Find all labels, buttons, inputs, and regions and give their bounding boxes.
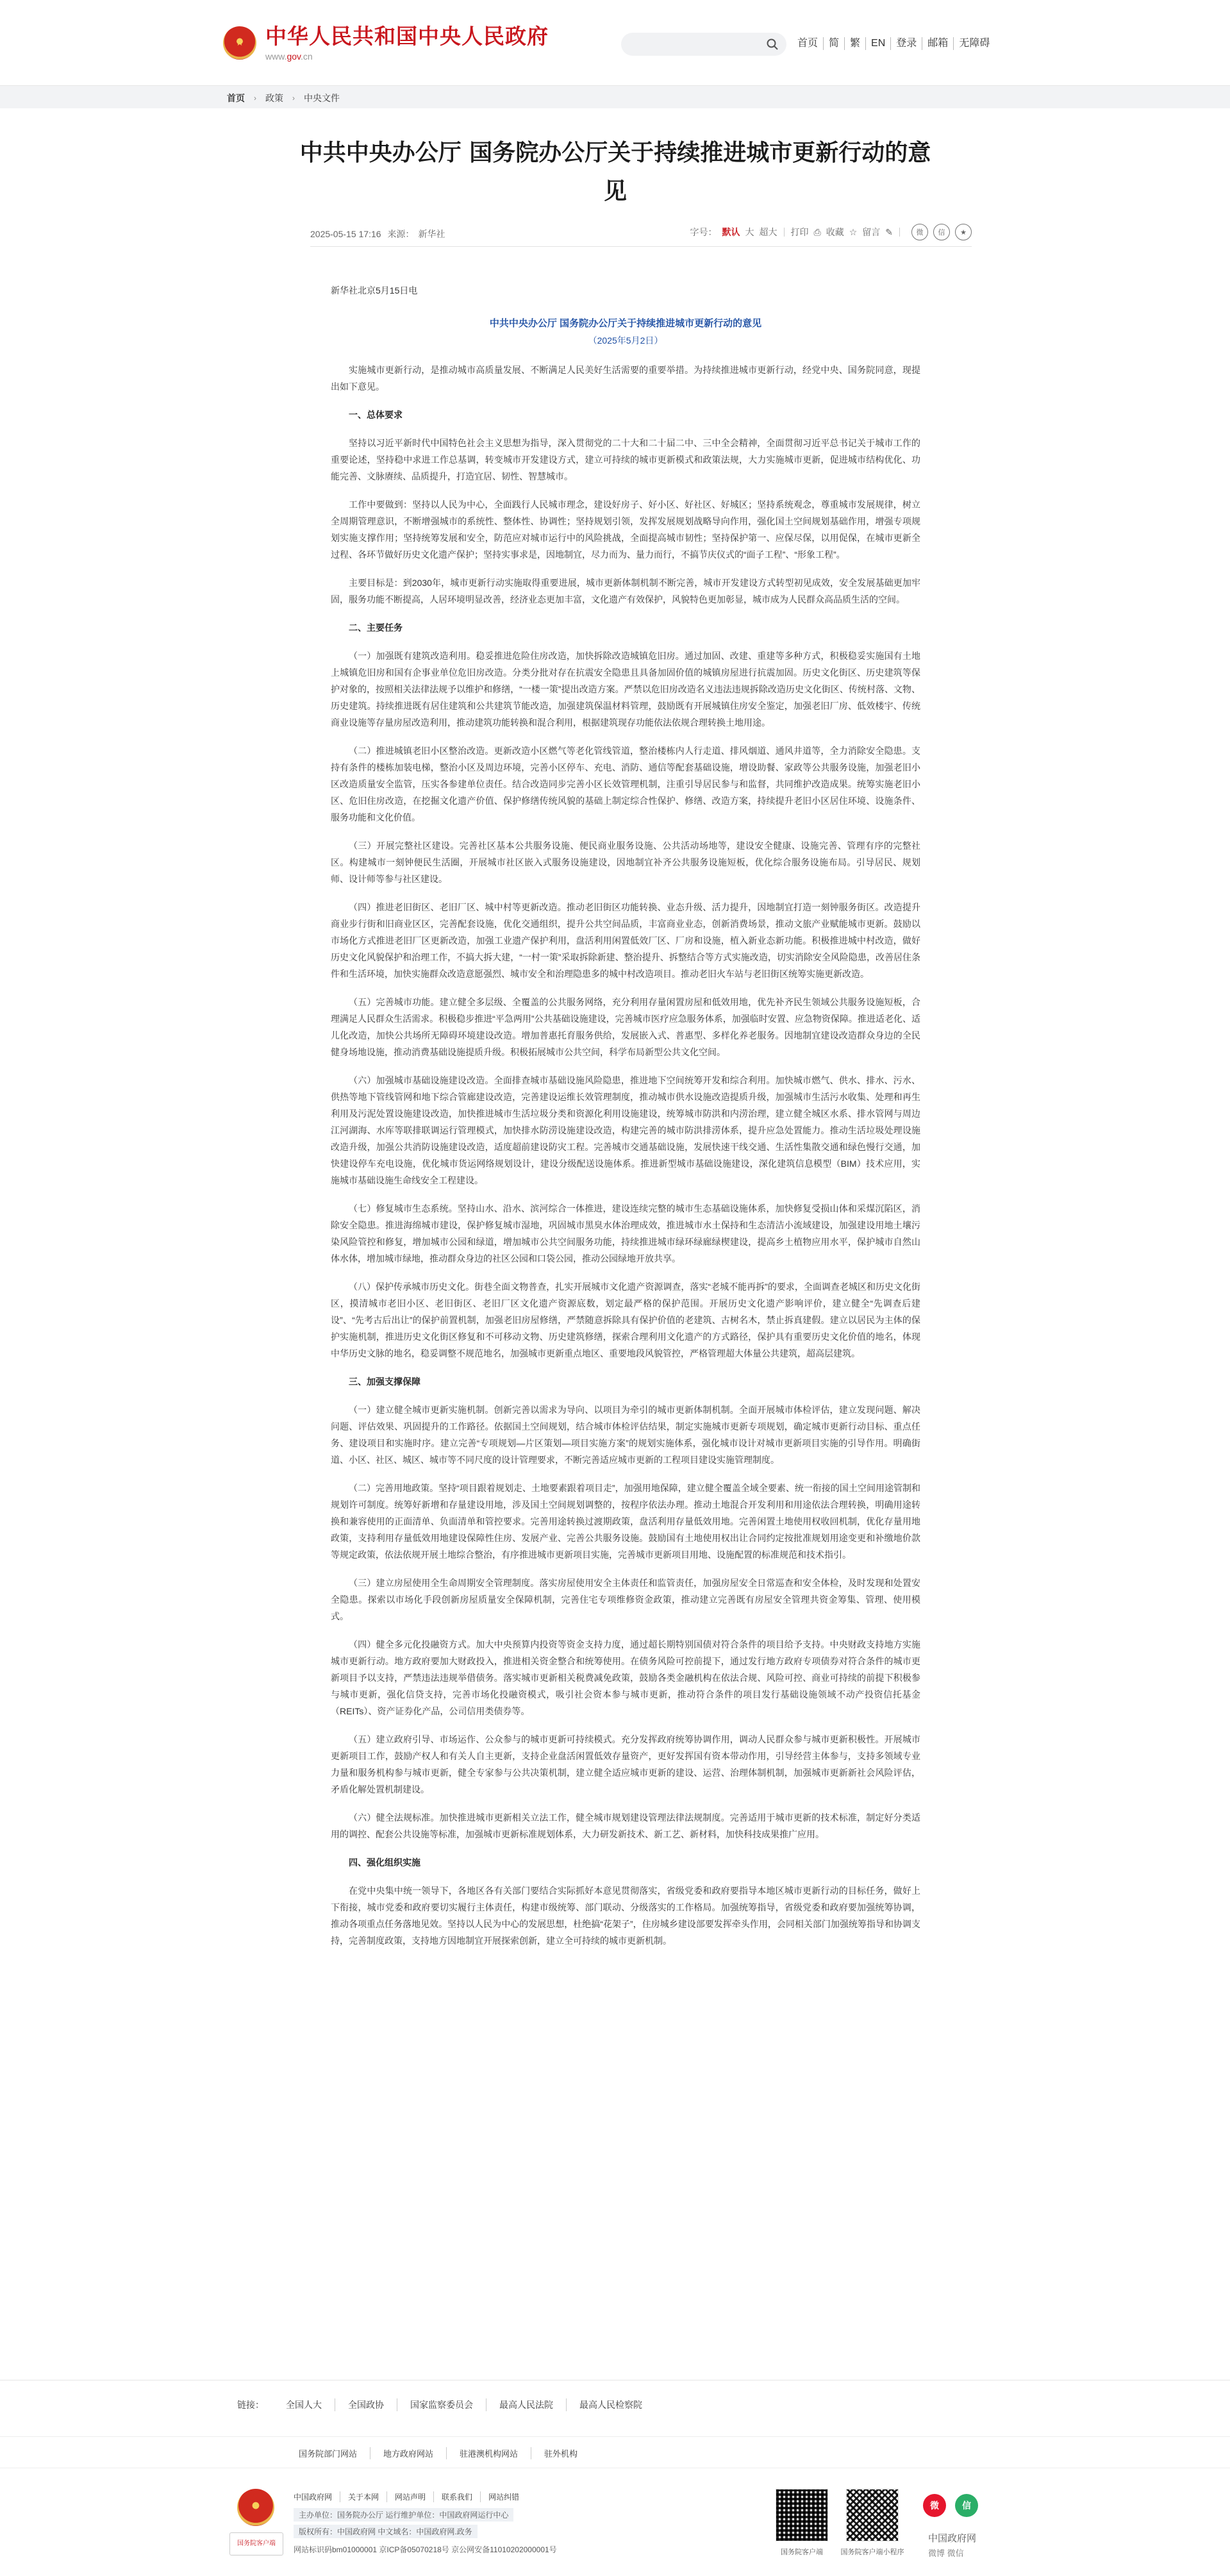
nav-mail[interactable]: 邮箱 xyxy=(922,37,953,50)
footer-badge[interactable]: 国务院客户端 xyxy=(229,2532,283,2555)
links-label: 链接： xyxy=(237,2400,264,2410)
search-input[interactable] xyxy=(621,33,786,56)
print-button[interactable]: 打印 xyxy=(790,227,809,237)
section-heading: 四、强化组织实施 xyxy=(349,1857,420,1868)
paragraph: （五）建立政府引导、市场运作、公众参与的城市更新可持续模式。充分发挥政府统筹协调作用，调动人民群众参与城市更新积极性。开展城市更新项目工作，鼓励产权人和有关人自主更新，支持企业盘活闲置低效存量资产，更好发挥国有资本带动作用，引导经营主体参与，支持多领域专业力量和服务机构参与城市更新，健全专家参与公共决策机制，建立健全适应城市更新的建设、运营、治理体制机制，加强城市更新新社会风险评估，矛盾化解处置机制建设。 xyxy=(331,1734,920,1794)
paragraph: （四）健全多元化投融资方式。加大中央预算内投资等资金支持力度，通过超长期特别国债对符合条件的项目给予支持。中央财政支持地方实施城市更新行动。地方政府要加大财政投入，推进相关资金整合和统筹使用。在债务风险可控前提下，通过发行地方政府专项债券对符合条件的城市更新项目予以支持，严禁违法违规举借债务。落实城市更新相关税费减免政策，鼓励各类金融机构在依法合规、风险可控、商业可持续的前提下积极参与城市更新，强化信贷支持，完善市场化投融资模式，吸引社会资本参与城市更新，推动符合条件的项目发行基础设施领域不动产投资信托基金（REITs）、资产证券化产品，公司信用类债券等。 xyxy=(331,1639,920,1716)
national-emblem-icon xyxy=(237,2489,274,2526)
qr-caption: 国务院客户端小程序 xyxy=(840,2548,904,2556)
paragraph: （六）健全法规标准。加快推进城市更新相关立法工作，健全城市规划建设管理法律法规制度。完善适用于城市更新的技术标准，制定好分类适用的调控、配套公共设施等标准，加强城市更新标准规划体系，大力研发新技术、新工艺、新材料，加快科技成果推广应用。 xyxy=(331,1812,920,1839)
footer-social-labels: 微博 微信 xyxy=(928,2548,964,2558)
link-overseas[interactable]: 驻外机构 xyxy=(531,2447,590,2459)
paragraph: （二）推进城镇老旧小区整治改造。更新改造小区燃气等老化管线管道，整治楼栋内人行走道、排风烟道、通风井道等，全力消除安全隐患。支持有条件的楼栋加装电梯，整治小区及周边环境，完善小区停车、充电、消防、通信等配套基础设施，增设助餐、家政等公共服务设施，加强老旧小区改造质量安全监管，压实各参建单位责任。结合改造同步完善小区长效管理机制，注重引导居民参与和监督，共同维护改造成果。统筹实施老旧小区、危旧住房改造，在挖掘文化遗产价值、保护修缮传统风貌的基础上制定综合性保护、修缮、改造方案，持续提升老旧小区居住环境、设施条件、服务功能和文化价值。 xyxy=(331,746,920,823)
footer-nav-gov[interactable]: 中国政府网 xyxy=(294,2493,333,2502)
footer-sub-links xyxy=(0,2436,1230,2468)
site-title: 中华人民共和国中央人民政府 xyxy=(265,24,549,49)
intro-paragraph: 实施城市更新行动，是推动城市高质量发展、不断满足人民美好生活需要的重要举措。为持续推进城市更新行动，经党中央、国务院同意，现提出如下意见。 xyxy=(331,365,920,392)
document-heading: 中共中央办公厅 国务院办公厅关于持续推进城市更新行动的意见 xyxy=(489,318,762,329)
share-qzone-icon[interactable]: ★ xyxy=(955,224,972,240)
font-size-default[interactable]: 默认 xyxy=(722,227,740,237)
share-weibo-icon[interactable]: 微 xyxy=(911,224,928,240)
qr-code-icon xyxy=(846,2489,899,2541)
article-meta xyxy=(310,221,972,247)
top-nav xyxy=(792,37,995,50)
qr-code-icon xyxy=(776,2489,828,2541)
share-wechat-icon[interactable]: 信 xyxy=(933,224,950,240)
site-logo[interactable] xyxy=(223,24,549,62)
paragraph: （八）保护传承城市历史文化。街巷全面文物普查，扎实开展城市文化遗产资源调查，落实“老城不能再拆”的要求，全面调查老城区和历史文化街区，摸清城市老旧小区、老旧街区、老旧厂区文化遗产资源底数，划定最严格的保护范围。开展历史文化遗产影响评价，建立健全“先调查后建设”、“先考古后出让”的保护前置机制，加强老旧房屋修缮，严禁随意拆除具有保护价值的老建筑、古树名木，禁止拆真建假。建立以居民为主体的保护实施机制，推进历史文化街区修复和不可移动文物、历史建筑修缮，探索合理利用文化遗产的方式路径，保护具有重要历史文化价值的地名，体现中华历史文脉的地名，稳妥调整不规范地名，加强城市更新重点地区、重要地段风貌管控，严格管理超大体量公共建筑，超高层建筑。 xyxy=(331,1282,920,1359)
nav-accessibility[interactable]: 无障碍 xyxy=(953,37,995,50)
footer-icp: 网站标识码bm01000001 京ICP备05070218号 京公网安备11010202000001号 xyxy=(294,2545,557,2554)
paragraph: 在党中央集中统一领导下，各地区各有关部门要结合实际抓好本意见贯彻落实，省级党委和政府要指导本地区城市更新行动的目标任务，做好上下衔接，城市党委和政府要切实履行主体责任，构建市级统筹、部门联动、分级落实的工作格局。加强统筹指导，省级党委和政府要加强统筹协调，推动各项重点任务落地见效。坚持以人民为中心的发展思想，杜绝搞“花架子”，住房城乡建设部要发挥牵头作用，会同相关部门加强统筹指导和协调支持，完善制度政策，支持地方因地制宜开展探索创新，建立全可持续的城市更新机制。 xyxy=(331,1886,920,1946)
link-departments[interactable]: 国务院部门网站 xyxy=(299,2449,358,2459)
footer-links xyxy=(0,2380,1230,2425)
source-label: 来源： xyxy=(387,229,415,239)
qr-caption: 国务院客户端 xyxy=(781,2548,823,2556)
link-npc[interactable]: 全国人大 xyxy=(286,2400,322,2410)
article-body xyxy=(331,282,920,1961)
footer-nav-about[interactable]: 关于本网 xyxy=(340,2491,386,2502)
paragraph: （三）开展完整社区建设。完善社区基本公共服务设施、便民商业服务设施、公共活动场地等，建设安全健康、设施完善、管理有序的完整社区。构建城市一刻钟便民生活圈，开展城市社区嵌入式服务设施建设，因地制宜补齐公共服务设施短板，优化综合服务设施布局。引导居民、规划师、设计师等参与社区建设。 xyxy=(331,841,920,884)
paragraph: （七）修复城市生态系统。坚持山水、沿水、滨河综合一体推进，建设连续完整的城市生态基础设施体系，加快修复受损山体和采煤沉陷区，消除安全隐患。推进海绵城市建设，保护修复城市湿地，巩固城市黑臭水体治理成效，推进城市水土保持和生态清洁小流域建设，加强建设用地土壤污染风险管控和修复，增加城市公园和绿道，增加城市公共空间服务功能，持续推进城市绿环绿廊绿楔建设，提高乡土植物应用水平，保护城市自然山体水体，增加城市绿地，推动群众身边的社区公园和口袋公园，推动公园绿地开放共享。 xyxy=(331,1203,920,1264)
link-supreme-court[interactable]: 最高人民法院 xyxy=(486,2398,566,2411)
paragraph: （三）建立房屋使用全生命周期安全管理制度。落实房屋使用安全主体责任和监管责任，加强房屋安全日常巡查和安全体检，及时发现和处置安全隐患。探索以市场化手段创新房屋质量安全保障机制，完善住宅专项维修资金政策，推动建立完善既有房屋安全管理共资金筹集、管理、使用模式。 xyxy=(331,1578,920,1621)
chevron-right-icon: › xyxy=(254,94,256,103)
site-url: www.gov.cn xyxy=(265,51,313,62)
link-hk-macao[interactable]: 驻港澳机构网站 xyxy=(446,2447,531,2459)
divider xyxy=(899,228,900,237)
link-cppcc[interactable]: 全国政协 xyxy=(335,2398,397,2411)
paragraph: （一）加强既有建筑改造利用。稳妥推进危险住房改造，加快拆除改造城镇危旧房。通过加固、改建、重建等多种方式，积极稳妥实施国有土地上城镇危旧房和国有企事业单位危旧房改造。分类分批对存在抗震安全隐患且具备加固价值的城镇房屋进行抗震加固。历史文化街区、历史建筑等保护对象的，按照相关法律法规予以维护和修缮，“一楼一策”提出改造方案。严禁以危旧房改造名义违法违规拆除改造历史文化街区、传统村落、文物、历史建筑。持续推进既有居住建筑和公共建筑节能改造，加强建筑保温材料管理，鼓励既有开展城镇住房安全鉴定，加强老旧厂房、低效楼宇、传统商业设施等存量房屋改造利用，推动建筑功能转换和混合利用，根据建筑现存功能依法依规合理转换土地用途。 xyxy=(331,651,920,728)
national-emblem-icon: ★ xyxy=(223,26,256,60)
paragraph: （六）加强城市基础设施建设改造。全面排查城市基础设施风险隐患，推进地下空间统筹开发和综合利用。加快城市燃气、供水、排水、污水、供热等地下管线管网和地下综合管廊建设改造，完善建设运维长效管理制度，推动城市供水设施改造提质升级，加强城市生活污水收集、处理和再生利用及污泥处置设施建设改造，加快推进城市生活垃圾分类和资源化利用设施建设，统筹城市防洪和内涝治理，建立健全城区水系、排水管网与周边江河湖海、水库等联排联调运行管理模式，加快排水防涝设施建设改造，构建完善的城市防洪排涝体系，提升应急处置能力。推动生活垃圾处理设施改造升级，加强公共消防设施建设改造，适度超前建设防灾工程。完善城市交通基础设施，发展快速干线交通、生活性集散交通和绿色慢行交通，加快建设停车充电设施，优化城市货运网络规划设计，建设分级配送设施体系。推进新型城市基础设施建设，深化建筑信息模型（BIM）技术应用，实施城市基础设施生命线安全工程建设。 xyxy=(331,1075,920,1185)
footer-nav-contact[interactable]: 联系我们 xyxy=(433,2491,480,2502)
favorite-button[interactable]: 收藏 xyxy=(826,227,844,237)
nav-home[interactable]: 首页 xyxy=(797,38,819,49)
article-title: 中共中央办公厅 国务院办公厅关于持续推进城市更新行动的意见 xyxy=(299,139,931,205)
comment-button[interactable]: 留言 xyxy=(862,227,881,237)
nav-simplified[interactable]: 简 xyxy=(823,37,844,50)
paragraph: （二）完善用地政策。坚持“项目跟着规划走、土地要素跟着项目走”，加强用地保障，建立健全覆盖全域全要素、统一衔接的国土空间用途管制和规划许可制度。统筹好新增和存量建设用地，涉及国土空间规划调整的，按程序依法办理。推动土地混合开发利用和用途依法合理转换，明确用途转换和兼容使用的正面清单、负面清单和管控要求。完善用途转换过渡期政策，盘活利用存量低效用地。完善闲置土地使用权收回机制，优化存量用地政策，支持利用存量低效用地建设保障性住房、发展产业、完善公共服务设施。鼓励国有土地使用权出让合同约定按批准规划用途变更和补缴地价款等规定政策，依法依规开展土地综合整治，有序推进城市更新项目实施，完善城市更新项目用地、设施配置的标准规范和技术指引。 xyxy=(331,1483,920,1560)
site-header xyxy=(0,0,1230,85)
breadcrumb-home[interactable]: 首页 xyxy=(227,93,245,103)
paragraph: （五）完善城市功能。建立健全多层级、全覆盖的公共服务网络，充分利用存量闲置房屋和低效用地，优先补齐民生领域公共服务设施短板，合理满足人民群众生活需求。积极稳步推进“平急两用”公共基础设施建设，完善城市医疗应急服务体系，加强临时安置、应急物资保障。推进适老化、适儿化改造，加快公共场所无障碍环境建设改造。增加普惠托育服务供给，发展嵌入式、普惠型、多样化养老服务。因地制宜建设改造群众身边的全民健身场地设施，推动消费基础设施提质升级。积极拓展城市公共空间，科学布局新型公共文化空间。 xyxy=(331,997,920,1057)
footer-nav-statement[interactable]: 网站声明 xyxy=(386,2491,433,2502)
nav-login[interactable]: 登录 xyxy=(890,37,922,50)
paragraph: 工作中要做到：坚持以人民为中心，全面践行人民城市理念，建设好房子、好小区、好社区、好城区；坚持系统观念，尊重城市发展规律，树立全周期管理意识，不断增强城市的系统性、整体性、协调性；坚持规划引领，发挥发展规划战略导向作用，强化国土空间规划基础作用，增强专项规划实施支撑作用；坚持统筹发展和安全，防范应对城市运行中的风险挑战，全面提高城市韧性；坚持保护第一、应保尽保，以用促保，在城市更新全过程、各环节做好历史文化遗产保护；坚持实事求是，因地制宜，尽力而为、量力而行，不搞节庆仪式的“面子工程”、“形象工程”。 xyxy=(331,499,920,560)
search-icon[interactable] xyxy=(766,38,779,51)
divider xyxy=(784,228,785,237)
breadcrumb-bar xyxy=(0,85,1230,108)
pencil-icon[interactable]: ✎ xyxy=(885,226,893,237)
section-heading: 一、总体要求 xyxy=(349,410,403,420)
section-heading: 三、加强支撑保障 xyxy=(349,1376,420,1387)
weibo-icon[interactable]: 微 xyxy=(923,2494,946,2517)
section-heading: 二、主要任务 xyxy=(349,623,403,633)
document-date: （2025年5月2日） xyxy=(588,335,663,346)
paragraph: 主要目标是：到2030年，城市更新行动实施取得重要进展，城市更新体制机制不断完善，城市开发建设方式转型初见成效，安全发展基础更加牢固，服务功能不断提高，人居环境明显改善，经济业态更加丰富，文化遗产有效保护，风貌特色更加彰显，城市成为人民群众高品质生活的空间。 xyxy=(331,578,920,605)
nav-english[interactable]: EN xyxy=(865,37,890,50)
chevron-right-icon: › xyxy=(292,94,295,103)
star-icon[interactable]: ☆ xyxy=(849,226,858,237)
font-size-xlarge[interactable]: 超大 xyxy=(759,227,777,237)
font-size-label: 字号： xyxy=(690,227,717,237)
link-nsc[interactable]: 国家监察委员会 xyxy=(397,2398,486,2411)
footer-main xyxy=(0,2480,1230,2576)
breadcrumb-policy[interactable]: 政策 xyxy=(265,93,283,103)
nav-traditional[interactable]: 繁 xyxy=(844,37,865,50)
print-icon[interactable]: ⎙ xyxy=(813,226,821,237)
breadcrumb xyxy=(227,92,340,105)
footer-copyright: 版权所有：中国政府网 中文域名：中国政府网.政务 xyxy=(294,2525,478,2538)
paragraph: 坚持以习近平新时代中国特色社会主义思想为指导，深入贯彻党的二十大和二十届二中、三中全会精神，全面贯彻习近平总书记关于城市工作的重要论述，坚持稳中求进工作总基调，转变城市开发建设方式，建立可持续的城市更新模式和政策法规，大力实施城市更新，促进城市结构优化、功能完善、文脉赓续、品质提升，打造宜居、韧性、智慧城市。 xyxy=(331,438,920,481)
paragraph: （四）推进老旧街区、老旧厂区、城中村等更新改造。推动老旧街区功能转换、业态升级、活力提升，因地制宜打造一刻钟服务街区。改造提升商业步行街和旧商业区区，完善配套设施，优化交通组织，提升公共空间品质，丰富商业业态，创新消费场景，推动文旅产业赋能城市更新。鼓励以市场化方式推进老旧厂区更新改造，加强工业遗产保护利用，盘活利用闲置低效厂区、厂房和设施，植入新业态新功能。积极推进城中村改造，做好历史文化风貌保护和治理工作，不搞大拆大建，“一村一策”采取拆除新建、整治提升、拆整结合等方式实施改造，切实消除安全风险隐患，改善居住条件和生活环境，加快实施群众改造意愿强烈、城市安全和治理隐患多的城中村改造项目。推动老旧火车站与老旧街区统筹实施更新改造。 xyxy=(331,902,920,979)
footer-app-label: 中国政府网 xyxy=(928,2533,977,2544)
paragraph: （一）建立健全城市更新实施机制。创新完善以需求为导向、以项目为牵引的城市更新体制机制。全面开展城市体检评估，建立发现问题、解决问题、评估效果、巩固提升的工作路径。依据国土空间规划，结合城市体检评估结果，制定实施城市更新专项规划，确定城市更新行动目标、重点任务、建设项目和实施时序。建立完善“专项规划—片区策划—项目实施方案”的规划实施体系，强化城市设计对城市更新项目实施的引导作用。明确街道、小区、社区、城区、城市等不同尺度的设计管理要求，不断完善适应城市更新的工程项目建设实施管理制度。 xyxy=(331,1405,920,1465)
breadcrumb-central-docs[interactable]: 中央文件 xyxy=(304,93,340,103)
footer-nav-report[interactable]: 网站纠错 xyxy=(480,2491,527,2502)
footer-host: 主办单位：国务院办公厅 运行维护单位：中国政府网运行中心 xyxy=(294,2508,513,2522)
dateline: 新华社北京5月15日电 xyxy=(331,285,418,296)
source-value: 新华社 xyxy=(418,229,445,239)
publish-datetime: 2025-05-15 17:16 xyxy=(310,229,381,239)
font-size-large[interactable]: 大 xyxy=(745,227,754,237)
wechat-icon[interactable]: 信 xyxy=(955,2494,978,2517)
link-local-gov[interactable]: 地方政府网站 xyxy=(370,2447,446,2459)
link-procuratorate[interactable]: 最高人民检察院 xyxy=(566,2398,655,2411)
